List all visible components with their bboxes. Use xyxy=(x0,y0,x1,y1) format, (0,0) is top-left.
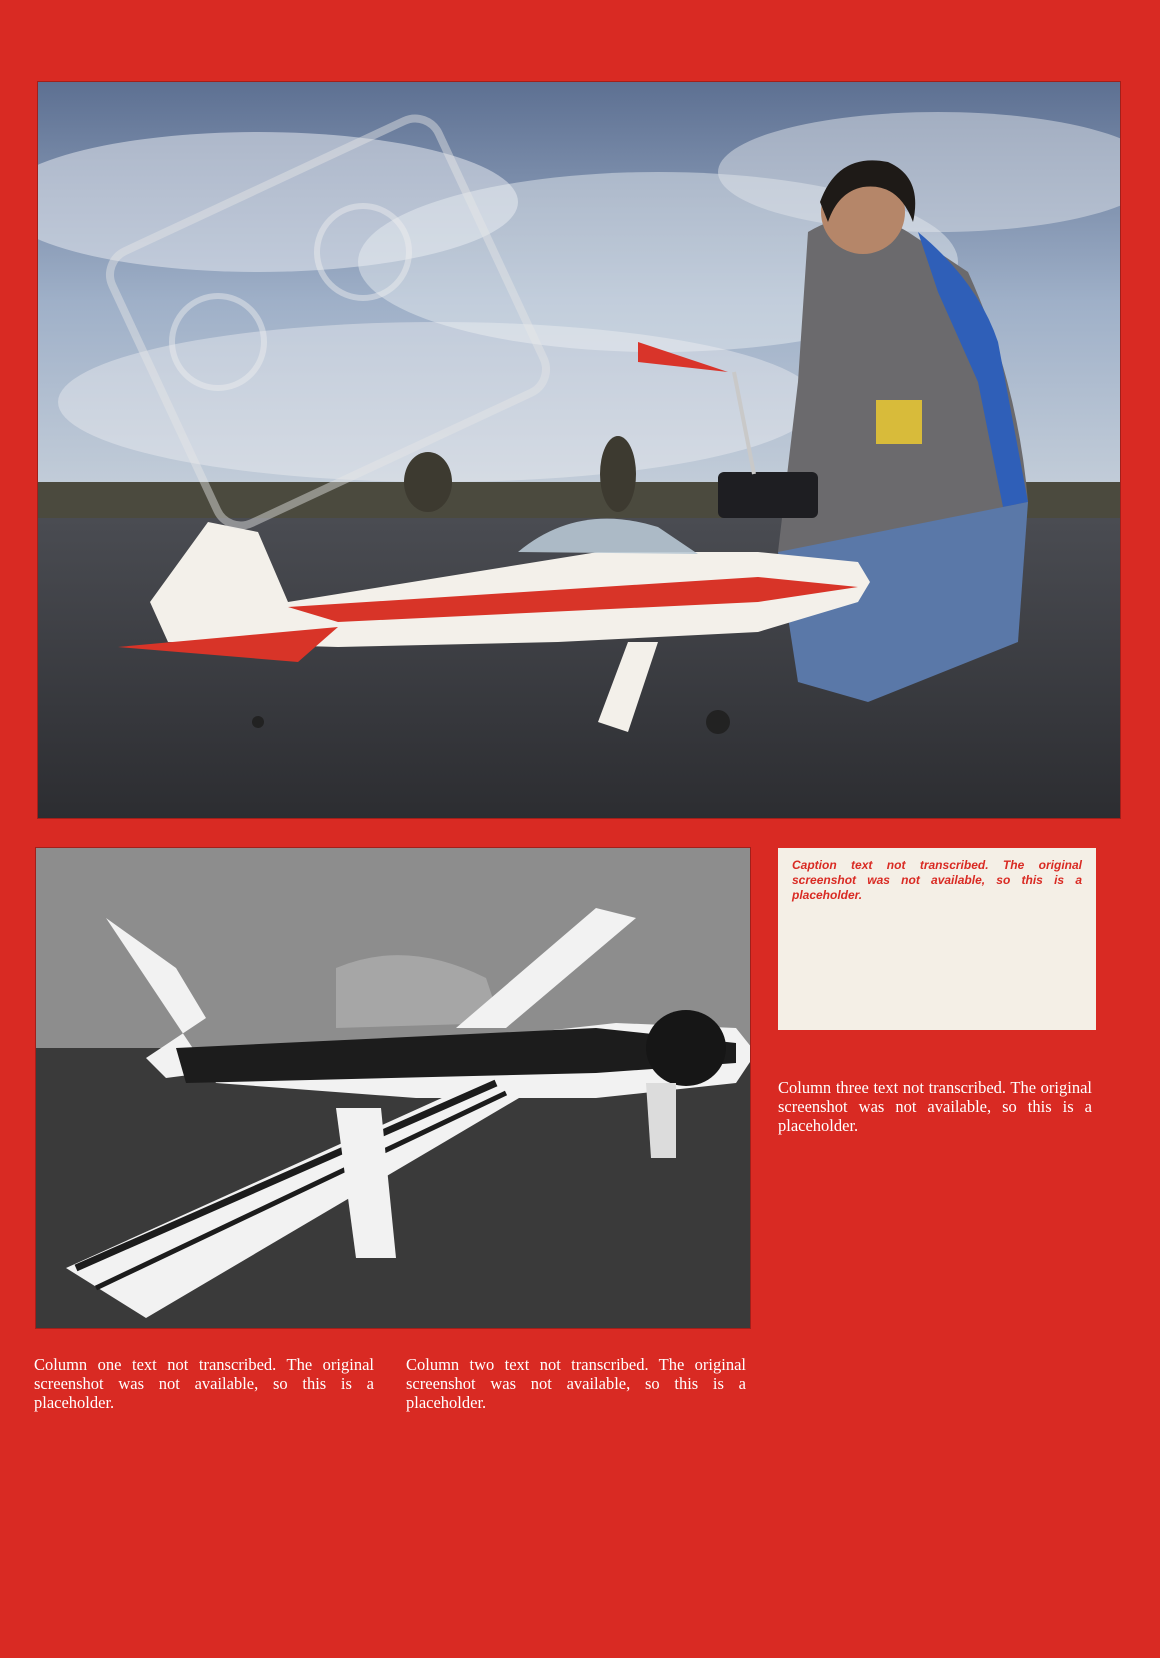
top-photo xyxy=(38,82,1120,818)
column-1-paragraph: Column one text not transcribed. The original screenshot was not available, so this is a placeholder. xyxy=(34,1355,374,1412)
photo-caption-box xyxy=(778,848,1096,1030)
bottom-photo xyxy=(36,848,750,1328)
article-column-2 xyxy=(406,1355,746,1412)
column-3-paragraph: Column three text not transcribed. The original screenshot was not available, so this is a placeholder. xyxy=(778,1078,1092,1135)
top-photo-illustration xyxy=(38,82,1120,818)
caption-text: Caption text not transcribed. The original screenshot was not available, so this is a placeholder. xyxy=(792,858,1082,902)
article-column-3 xyxy=(778,1078,1092,1135)
column-2-paragraph: Column two text not transcribed. The original screenshot was not available, so this is a placeholder. xyxy=(406,1355,746,1412)
bottom-photo-illustration xyxy=(36,848,750,1328)
article-column-1 xyxy=(34,1355,374,1412)
